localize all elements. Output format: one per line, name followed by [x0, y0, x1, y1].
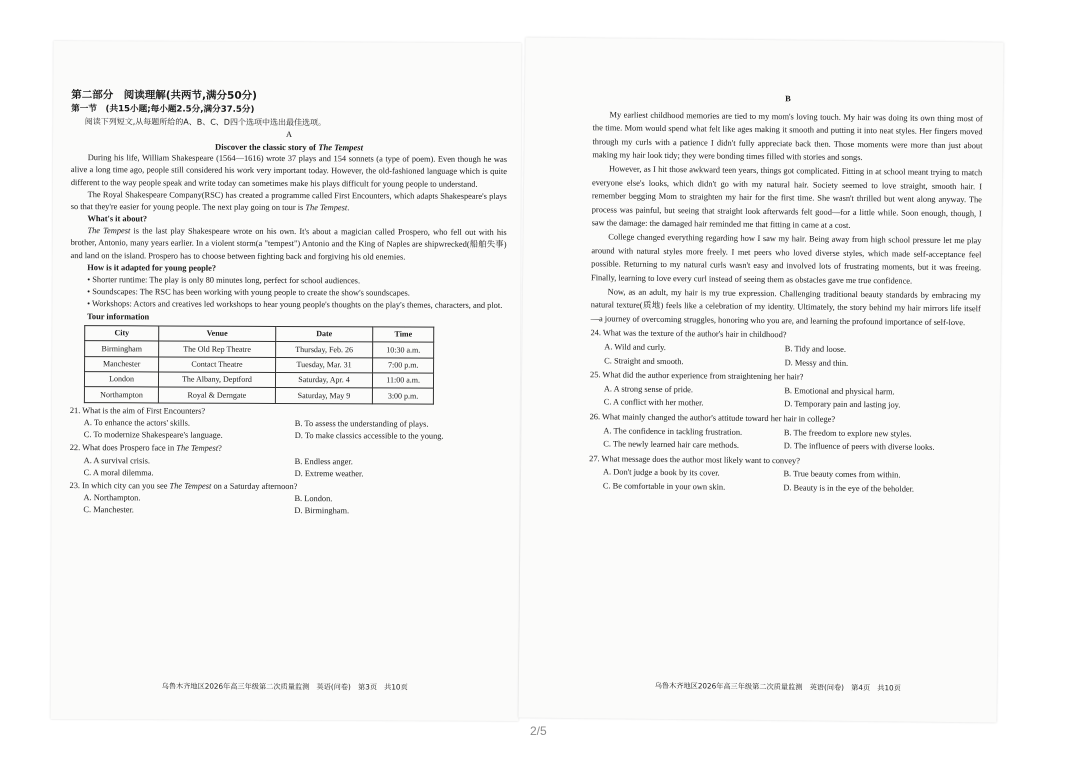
- p2-end: .: [347, 203, 350, 213]
- option: A. Don't judge a book by its cover.: [602, 467, 720, 479]
- question-25-options: [590, 382, 980, 413]
- question-21: 21. What is the aim of First Encounters?: [69, 405, 206, 416]
- option: C. The newly learned hair care methods.: [603, 439, 740, 451]
- q22-text: 22. What does Prospero face in: [69, 443, 177, 453]
- option: B. Emotional and physical harm.: [784, 386, 895, 397]
- question-27: 27. What message does the author most likely want to convey?: [589, 454, 801, 466]
- option: A. To enhance the actors' skills.: [83, 418, 190, 428]
- paragraph-4: Now, as an adult, my hair is my true expression. Challenging traditional beauty standards by embracing my natural texture(质地) feels like a celebration of my identity. Ultimately, the story behind my hair mirrors life itself—a journey of overcoming struggles, honoring who you are, and learning the profound importance of self-love.: [590, 286, 981, 327]
- question-22-options: [70, 455, 506, 481]
- p3-italic: The Tempest: [87, 226, 131, 236]
- page-footer: 乌鲁木齐地区2026年高三年级第二次质量监测 英语(问卷) 第3页 共10页: [161, 681, 408, 692]
- page-content: [69, 89, 507, 518]
- option: B. Endless anger.: [294, 456, 353, 466]
- option: D. Extreme weather.: [294, 468, 364, 479]
- instructions: 阅读下列短文,从每题所给的A、B、C、D四个选项中选出最佳选项。: [84, 116, 326, 127]
- question-23-options: [69, 492, 505, 518]
- q23-italic: The Tempest: [169, 481, 212, 491]
- table-cell: Northampton: [84, 387, 158, 403]
- paragraph-1: During his life, William Shakespeare (1564—1616) wrote 37 plays and 154 sonnets (a type of poem). Even though he was alive a long time ago, people still considered his work very important today. However, the old-fashioned language which is quite different to the way people speak and write today can sometimes make his plays difficult for young people to understand.: [70, 153, 507, 189]
- option: C. Straight and smooth.: [604, 355, 684, 366]
- table-row: [85, 341, 434, 358]
- q23-text: 23. In which city can you see: [69, 480, 170, 491]
- heading-tour: Tour information: [87, 311, 150, 322]
- table-cell: Tuesday, Mar. 31: [275, 357, 373, 373]
- bullet-soundscapes: • Soundscapes: The RSC has been working with young people to create the show's soundscapes.: [87, 287, 410, 298]
- option: C. To modernize Shakespeare's language.: [83, 430, 223, 440]
- table-cell: Saturday, Apr. 4: [275, 372, 373, 388]
- question-26-options: [589, 424, 979, 455]
- table-cell: 10:30 a.m.: [373, 342, 434, 358]
- p3-text: is the last play Shakespeare wrote on his own. It's about a magician called Prospero, who fell out with his brother, Antonio, many years earlier. In a violent storm(a "tempest") Antonio and the King of Naples are shipwrecked(船舶失事) and land on the island. Prospero has to choose between fighting back and forgiving his old enemies.: [70, 226, 507, 262]
- p2-text: The Royal Shakespeare Company(RSC) has created a programme called First Encounters, which adapts Shakespeare's plays so that they're easier for young people. The next play going on tour is: [70, 189, 507, 213]
- q23-end: on a Saturday afternoon?: [211, 481, 298, 491]
- passage-letter: A: [286, 129, 293, 139]
- option: B. Tidy and loose.: [784, 344, 847, 354]
- option: D. To make classics accessible to the young.: [294, 431, 444, 441]
- option: A. The confidence in tackling frustration.: [603, 425, 743, 437]
- option: D. The influence of peers with diverse looks.: [783, 441, 935, 453]
- table-header-row: [85, 325, 434, 342]
- paragraph-2: However, as I hit those awkward teen years, things got complicated. Fitting in at school meant trying to match everyone else's looks, which didn't go with my natural hair. Society seemed to love straight, smooth hair. I remember begging Mom to straighten my hair for the first time. She wasn't thrilled but went along anyway. The process was painful, but seeing that straight look afterwards felt good—for a little while. Soon enough, though, I saw the damage: the damaged hair reminded me that fitting in came at a cost.: [591, 164, 983, 231]
- option: D. Beauty is in the eye of the beholder.: [783, 483, 915, 494]
- table-cell: 3:00 p.m.: [373, 388, 434, 404]
- question-25: 25. What did the author experience from straightening her hair?: [589, 370, 804, 382]
- option: C. A moral dilemma.: [83, 467, 154, 478]
- part-title: 第二部分 阅读理解(共两节,满分50分): [71, 89, 257, 102]
- table-cell: 7:00 p.m.: [373, 357, 434, 373]
- table-cell: Royal & Derngate: [159, 387, 276, 403]
- option: B. To assess the understanding of plays.: [294, 418, 429, 429]
- heading-adapted: How is it adapted for young people?: [87, 262, 217, 273]
- table-header: Venue: [159, 326, 276, 342]
- option: B. True beauty comes from within.: [783, 469, 901, 480]
- question-26: 26. What mainly changed the author's attitude toward her hair in college?: [589, 412, 836, 424]
- q22-end: ?: [218, 444, 222, 454]
- passage-letter: B: [785, 94, 791, 104]
- table-row: [84, 372, 433, 389]
- table-cell: London: [84, 372, 158, 388]
- paragraph-3: [71, 225, 507, 263]
- option: D. Temporary pain and lasting joy.: [784, 399, 901, 410]
- option: C. A conflict with her mother.: [603, 397, 704, 408]
- table-cell: Saturday, May 9: [275, 388, 373, 404]
- table-cell: Manchester: [85, 356, 159, 372]
- section-title: 第一节 (共15小题;每小题2.5分,满分37.5分): [71, 103, 255, 115]
- table-cell: Birmingham: [85, 341, 159, 357]
- bullet-workshops: • Workshops: Actors and creatives led workshops to hear young people's thoughts on the play's themes, characters, and plot.: [87, 299, 503, 311]
- title-italic: The Tempest: [318, 141, 364, 153]
- q22-italic: The Tempest: [176, 443, 219, 454]
- p2-italic: The Tempest: [305, 203, 348, 213]
- question-24: 24. What was the texture of the author's hair in childhood?: [590, 328, 787, 340]
- option: A. Northampton.: [83, 493, 141, 503]
- bullet-runtime: • Shorter runtime: The play is only 80 minutes long, perfect for school audiences.: [87, 275, 361, 286]
- paragraph-1: My earliest childhood memories are tied to my mom's loving touch. My hair was doing its own thing most of the time. Mom would spend what felt like ages making it smooth and putting it into neat styles. Her fingers moved through my curls with a patience I didn't fully appreciate back then. Those moments were more than just about making my hair look tidy; they were bonding times filled with stories and songs.: [592, 110, 983, 163]
- option: B. London.: [294, 494, 333, 504]
- question-24-options: [590, 340, 980, 371]
- tour-table: [84, 325, 434, 404]
- table-row: [84, 387, 433, 404]
- exam-page-right: [518, 38, 1003, 723]
- table-row: [85, 356, 434, 373]
- table-cell: The Old Rep Theatre: [159, 341, 276, 357]
- option: C. Manchester.: [83, 505, 134, 515]
- table-cell: Thursday, Feb. 26: [275, 342, 373, 358]
- table-header: Date: [275, 326, 373, 342]
- option: B. The freedom to explore new styles.: [783, 427, 912, 439]
- table-header: City: [85, 325, 159, 341]
- paragraph-2: [71, 189, 507, 215]
- option: D. Birmingham.: [294, 506, 350, 516]
- option: D. Messy and thin.: [784, 357, 849, 368]
- option: A. Wild and curly.: [604, 342, 666, 352]
- exam-page-left: [51, 41, 522, 721]
- question-21-options: [70, 417, 506, 443]
- table-cell: The Albany, Deptford: [159, 372, 276, 388]
- option: A. A strong sense of pride.: [603, 384, 694, 395]
- page-indicator: 2/5: [530, 724, 547, 738]
- paragraph-3: College changed everything regarding how I saw my hair. Being away from high school pressure let me play around with natural styles more freely. I met peers who loved diverse styles, which made self-acceptance feel possible. Returning to my natural curls wasn't easy and involved lots of frustrating moments, but it was freeing. Finally, learning to love every curl instead of seeing them as obstacles gave me true confidence.: [591, 232, 982, 286]
- page-content: [589, 90, 983, 497]
- option: C. Be comfortable in your own skin.: [602, 481, 726, 492]
- title-prefix: Discover the classic story of: [215, 141, 319, 152]
- heading-about: What's it about?: [87, 214, 148, 224]
- table-header: Time: [373, 327, 434, 343]
- table-cell: Contact Theatre: [159, 357, 276, 373]
- option: A. A survival crisis.: [83, 455, 150, 465]
- question-27-options: [589, 466, 979, 497]
- page-footer: 乌鲁木齐地区2026年高三年级第二次质量监测 英语(问卷) 第4页 共10页: [654, 680, 901, 693]
- table-cell: 11:00 a.m.: [373, 373, 434, 389]
